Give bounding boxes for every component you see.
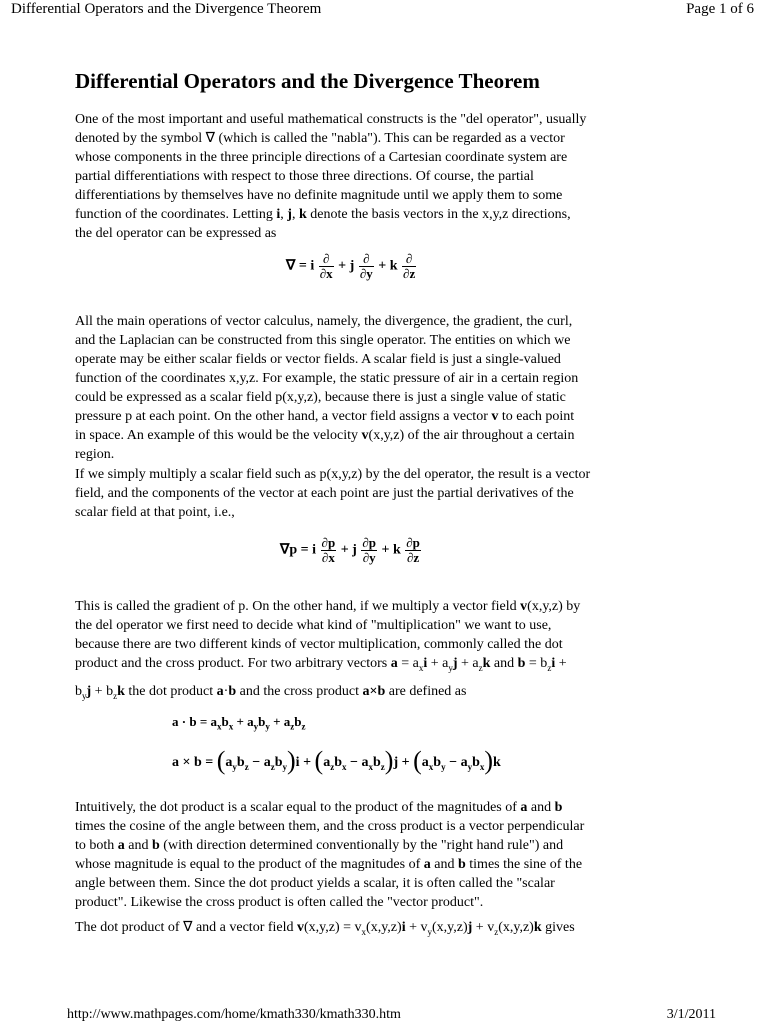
text-line: scalar field at that point, i.e., xyxy=(75,505,235,520)
paragraph-fields xyxy=(75,312,635,464)
page-header xyxy=(11,0,754,20)
text-line: One of the most important and useful mathematical constructs is the "del operator", usually xyxy=(75,112,587,127)
paragraph-intro xyxy=(75,110,635,243)
text-line: function of the coordinates x,y,z. For example, the static pressure of air in a certain region xyxy=(75,371,579,386)
text-line: to both a and b (with direction determined conventionally by the "right hand rule") and xyxy=(75,838,564,853)
text-line: This is called the gradient of p. On the other hand, if we multiply a vector field v(x,y,z) by xyxy=(75,599,581,614)
text-line: could be expressed as a scalar field p(x,y,z), because there is just a single value of static xyxy=(75,390,566,405)
page-title: Differential Operators and the Divergence Theorem xyxy=(75,69,540,93)
text-line: If we simply multiply a scalar field such as p(x,y,z) by the del operator, the result is a vector xyxy=(75,467,591,482)
text-line: differentiations by themselves have no definite magnitude until we apply them to some xyxy=(75,188,563,203)
text-line: the del operator we first need to decide what kind of "multiplication" we want to use, xyxy=(75,618,552,633)
footer-date: 3/1/2011 xyxy=(666,1007,716,1022)
text-line: function of the coordinates. Letting i, j, k denote the basis vectors in the x,y,z directions, xyxy=(75,207,571,222)
header-title: Differential Operators and the Divergence Theorem xyxy=(11,1,322,17)
text-line: product". Likewise the cross product is often called the "vector product". xyxy=(75,895,484,910)
text-line: pressure p at each point. On the other hand, a vector field assigns a vector v to each point xyxy=(75,409,575,424)
text-line: denoted by the symbol ∇ (which is called the "nabla"). This can be regarded as a vector xyxy=(75,131,565,146)
text-line: $b_yj + b_zk$ the dot product a·b and the cross product a×b are defined as xyxy=(75,683,467,701)
paragraph-intuition xyxy=(75,798,635,912)
paragraph-gradient-intro xyxy=(75,465,635,522)
text-line: field, and the components of the vector at each point are just the partial derivatives of the xyxy=(75,486,574,501)
text-line: Intuitively, the dot product is a scalar equal to the product of the magnitudes of a and b xyxy=(75,800,563,815)
text-line: product and the cross product. For two arbitrary vectors $a = a_xi + a_yj + a_zk$ and $b = b_zi$ + xyxy=(75,656,567,673)
text-line: because there are two different kinds of vector multiplication, commonly called the dot xyxy=(75,637,563,652)
text-line: operate may be either scalar fields or vector fields. A scalar field is just a single-valued xyxy=(75,352,561,367)
equation-del-operator: ∇ = i $\frac{\partial}{\partial x}$ + j $\frac{\partial}{\partial y}$ + k $\frac{\partial}{\partial z}$ xyxy=(286,251,416,281)
text-line: The dot product of ∇ and a vector field $v(x,y,z) = v_x(x,y,z)i + v_y(x,y,z)j + v_z(x,y,z)k$ gives xyxy=(75,920,575,937)
text-line: times the cosine of the angle between them, and the cross product is a vector perpendicular xyxy=(75,819,585,834)
text-line: angle between them. Since the dot product yields a scalar, it is often called the "scalar xyxy=(75,876,555,891)
text-line: region. xyxy=(75,447,115,462)
equation-gradient: ∇p = i $\frac{\partial p}{\partial x}$ + j $\frac{\partial p}{\partial y}$ + k $\frac{\partial p}{\partial z}$ xyxy=(280,535,420,565)
text-line: whose magnitude is equal to the product of the magnitudes of a and b times the sine of the xyxy=(75,857,583,872)
footer-url: http://www.mathpages.com/home/kmath330/kmath330.htm xyxy=(67,1007,401,1022)
text-line: whose components in the three principle directions of a Cartesian coordinate system are xyxy=(75,150,568,165)
text-line: All the main operations of vector calculus, namely, the divergence, the gradient, the curl, xyxy=(75,314,573,329)
equation-dot-product: $a \cdot b = a_xb_x + a_yb_y + a_zb_z$ xyxy=(172,714,306,732)
paragraph-divergence-start xyxy=(75,918,675,942)
text-line: the del operator can be expressed as xyxy=(75,226,277,241)
paragraph-vector-products xyxy=(75,597,635,706)
equation-cross-product: $a \times b = (a_yb_z - a_zb_y)i + (a_zb_x - a_xb_z)j + (a_xb_y - a_yb_x)k$ xyxy=(172,746,501,775)
text-line: partial differentiations with respect to those three directions. Of course, the partial xyxy=(75,169,534,184)
header-page-number: Page 1 of 6 xyxy=(686,1,754,17)
text-line: in space. An example of this would be the velocity v(x,y,z) of the air throughout a certain xyxy=(75,428,575,443)
text-line: and the Laplacian can be constructed from this single operator. The entities on which we xyxy=(75,333,571,348)
